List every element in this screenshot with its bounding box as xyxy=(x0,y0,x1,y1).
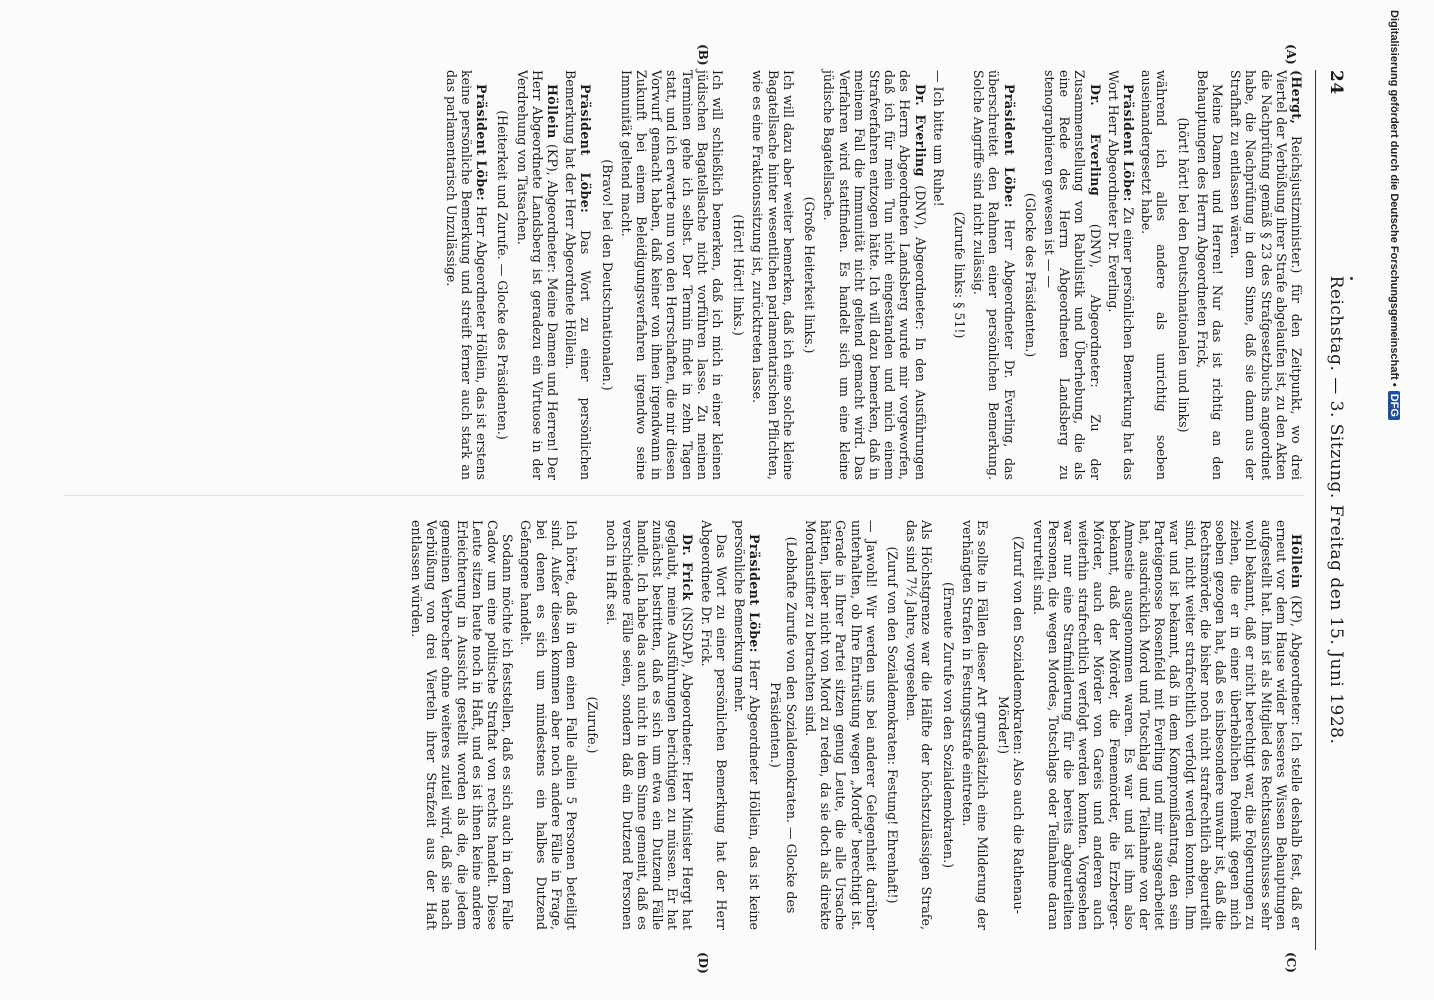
paragraph-text: (Heiterkeit und Zurufe. — Glocke des Präsidenten.) xyxy=(495,110,511,440)
paragraph-text: (Zuruf von den Sozialdemokraten: Also auch die Rathenau-Mörder!) xyxy=(996,536,1027,914)
left-column-paragraph xyxy=(514,70,560,480)
page-number: 24 xyxy=(1326,70,1346,95)
paragraph-text: Sodann möchte ich feststellen, daß es sich auch in dem Falle Cadow um eine politische Straftat von rechts handelt. Diese Leute sitzen heute noch in Haft, und es ist ihnen keine andere Erleichterung in Aussicht gestellt worden als die, die jedem gemeinen Verbrecher ohne weiteres zuteil wird, daß sie nach Verbüßung von drei Vierteln ihrer Strafzeit aus der Haft entlassen würden. xyxy=(409,520,516,930)
left-column-paragraph xyxy=(619,70,725,480)
left-column-paragraph xyxy=(931,70,946,480)
margin-marker-a: (A) xyxy=(1284,44,1298,65)
dfg-badge: DFG xyxy=(1388,391,1400,420)
left-column-paragraph xyxy=(1228,70,1304,480)
speaker-name: Präsident Löbe: xyxy=(578,84,594,231)
right-column-paragraph xyxy=(732,520,762,930)
left-column-paragraph xyxy=(731,70,746,480)
paragraph-text: — Ich bitte um Ruhe! xyxy=(930,70,946,207)
left-column-paragraph xyxy=(821,70,927,480)
left-column-paragraph xyxy=(1195,70,1225,480)
left-column-paragraph xyxy=(599,70,614,480)
header-rule xyxy=(1315,70,1316,950)
right-column-paragraph xyxy=(1030,520,1304,930)
paragraph-text: (KP), Abgeordneter: Meine Damen und Herren! Der Herr Abgeordnete Landsberg ist geradezu ein Virtuose in der Verdrehung von Tatsachen. xyxy=(514,70,561,481)
paragraph-text: (Glocke des Präsidenten.) xyxy=(1022,192,1038,358)
speaker-name: Dr. Everling xyxy=(912,84,928,186)
speaker-name: Präsident Löbe: xyxy=(1001,84,1017,220)
scan-speck xyxy=(1350,277,1353,280)
right-column-paragraph xyxy=(604,520,695,930)
left-column-paragraph xyxy=(1106,70,1136,480)
speaker-name: Höllein xyxy=(1289,534,1304,596)
left-column-paragraph xyxy=(802,70,817,480)
left-column-paragraph xyxy=(563,70,593,480)
paragraph-text: (DNV), Abgeordneter: In den Ausführungen des Herrn Abgeordneten Landsberg wurde mir vorgeworfen, daß ich für mein Tun nicht eingestanden und mich einem Strafverfahren entzogen hätte. Ich will dazu bemerken, daß in meinem Fall die Immunität nicht geltend gemacht wird. Das Verfahren wird stattfinden. Es handelt sich um eine kleine jüdische Bagatellsache. xyxy=(821,70,928,480)
paragraph-text: (Hört! Hört! links.) xyxy=(731,214,747,336)
right-column-paragraph xyxy=(698,520,728,930)
right-column-paragraph xyxy=(518,520,579,930)
paragraph-text: Zu einer persönlichen Bemerkung hat das Wort Herr Abgeordneter Dr. Everling. xyxy=(1105,70,1136,481)
left-column xyxy=(441,70,1304,480)
paragraph-text: Reichsjustizminister.) für den Zeitpunkt, wo drei Viertel der Verbüßung ihrer Strafe abgelaufen ist, zu den Akten die Nachprüfung gemäß § 23 des Strafgesetzbuchs angeordnet habe, die Nachprüfung in dem Sinne, daß sie dann aus der Strafhaft zu entlassen wären. xyxy=(1228,70,1304,480)
paragraph-text: Meine Damen und Herren! Nur das ist richtig an den Behauptungen des Herrn Abgeordneten Frick, xyxy=(1194,70,1225,480)
left-column-paragraph xyxy=(971,70,1017,480)
paragraph-text: (DNV), Abgeordneter: Zu der Zusammenstellung von Rabulistik und Überhebung, die als eine Rede des Herrn Abgeordneten Landsberg zu stenographieren gewesen ist — — xyxy=(1041,70,1103,480)
digitization-notice-text: Digitalisierung gefördert durch die Deutsche Forschungsgemeinschaft • xyxy=(1388,10,1400,387)
paragraph-text: (Erneute Zurufe von den Sozialdemokraten.) xyxy=(940,581,956,869)
left-column-paragraph xyxy=(952,70,967,480)
paragraph-text: (Große Heiterkeit links.) xyxy=(802,196,818,354)
paragraph-text: (NSDAP), Abgeordneter: Herr Minister Hergt hat geglaubt, meine Ausführungen berichtigen zu müssen. Er hat zunächst bestritten, daß es sich um etwa ein Dutzend Fälle handle. Ich habe das auch nicht in dem Sinne gemeint, daß es verschiedene Fälle seien, sondern daß ein Dutzend Personen noch in Haft sei. xyxy=(604,520,696,930)
paragraph-text: während ich alles andere als unrichtig soeben auseinandergesetzt habe. xyxy=(1139,70,1170,480)
rotated-page xyxy=(30,30,1350,990)
paragraph-text: (KP), Abgeordneter: Ich stelle deshalb fest, daß er erneut vor dem Hause wider besseres Wissen Behauptungen aufgestellt hat. Ihm ist als Mitglied des Rechtsausschusses sehr wohl bekannt, daß er nicht berechtigt war, die Folgerungen zu ziehen, die er in einer überheblichen Polemik gegen mich soeben gezogen hat, daß es insbesondere unwahr ist, daß die Rechtsmörder, die bisher noch nicht strafrechtlich abgeurteilt sind, nicht weiter strafrechtlich verfolgt werden konnten. Ihm war und ist bekannt, daß in dem Kompromißantrag, den sein Parteigenosse Rosenfeld mit Everling und mir ausgearbeitet hat, ausdrücklich Mord und Totschlag und Teilnahme von der Amnestie ausgenommen waren. Es war und ist ihm also bekannt, daß der Mörder, die Fememörder, die Erzberger-Mörder, auch der Mörder von Gareis und anderen auch weiterhin strafrechtlich verfolgt werden konnten. Vorgesehen war nur eine Strafmilderung für die bereits abgeurteilten Personen, die wegen Mordes, Totschlags oder Teilnahme daran verurteilt sind. xyxy=(1030,520,1304,931)
paragraph-text: (Zuruf von den Sozialdemokraten: Festung! Ehrenhaft!) xyxy=(884,546,900,904)
paragraph-text: Ich will dazu aber weiter bemerken, daß ich eine solche kleine Bagatellsache hinter wesentlichen parlamentarischen Pflichten, wie es eine Fraktionssitzung ist, zurücktreten lasse. xyxy=(750,70,796,480)
speaker-name: Dr. Everling xyxy=(1087,84,1103,224)
paragraph-text: Es sollte in Fällen dieser Art grundsätzlich eine Milderung der verhängten Strafen in Festungsstrafe eintreten. xyxy=(959,520,990,930)
paragraph-text: (Lebhafte Zurufe von den Sozialdemokraten. — Glocke des Präsidenten.) xyxy=(768,536,799,914)
paragraph-text: Ich hörte, daß in dem einen Falle allein 5 Personen beteiligt sind. Außer diesen kommen aber noch andere Fälle in Frage, bei denen es sich um mindestens ein halbes Dutzend Gefangene handelt. xyxy=(518,520,580,930)
paragraph-text: Herr Abgeordneter Dr. Everling, das überschreitet den Rahmen einer persönlichen Bemerkung. Solche Angriffe sind nicht zulässig. xyxy=(971,70,1017,480)
paragraph-text: (Zurufe links: § 51!) xyxy=(951,211,967,339)
paragraph-text: Herr Abgeordneter Höllein, das ist erstens keine persönliche Bemerkung und streift ferner auch stark an das parlamentarisch Unzulässige. xyxy=(443,70,490,481)
paragraph-text: Ich will schließlich bemerken, daß ich mich in einer kleinen jüdischen Bagatellsache nicht vorführen lasse. Zu meinen Terminen gehe ich selbst. Der Termin findet in zehn Tagen statt, und ich erwarte nun von den Herrschaften, die mir diesen Vorwurf gemacht haben, daß keiner von ihnen irgendwann in Zukunft bei einem Beleidigungsverfahren irgendwo seine Immunität geltend macht. xyxy=(618,70,726,480)
page-running-title: Reichstag. — 3. Sitzung. Freitag den 15. Juni 1928. xyxy=(1326,275,1346,745)
margin-marker-d: (D) xyxy=(696,952,710,974)
left-column-paragraph xyxy=(495,70,510,480)
speaker-name: Höllein xyxy=(545,84,561,145)
right-column-paragraph xyxy=(904,520,934,930)
digitization-notice xyxy=(1378,10,1400,990)
right-column-paragraph xyxy=(960,520,990,930)
right-column xyxy=(406,520,1304,930)
paragraph-text: Das Wort zu einer persönlichen Bemerkung hat der Herr Abgeordnete Höllein. xyxy=(563,70,594,480)
speaker-name: (Hergt, xyxy=(1289,70,1304,136)
paragraph-text: (hört! hört! bei den Deutschnationalen und links) xyxy=(1175,117,1191,433)
left-column-paragraph xyxy=(444,70,490,480)
right-column-paragraph xyxy=(409,520,515,930)
right-column-paragraph xyxy=(940,520,955,930)
right-column-paragraph xyxy=(885,520,900,930)
paragraph-text: Das Wort zu einer persönlichen Bemerkung hat der Herr Abgeordnete Dr. Frick. xyxy=(698,520,729,930)
page-header xyxy=(1316,70,1350,950)
margin-marker-b: (B) xyxy=(696,44,710,66)
right-column-paragraph xyxy=(768,520,798,930)
speaker-name: Dr. Frick xyxy=(680,534,696,607)
left-column-paragraph xyxy=(1175,70,1190,480)
paragraph-text: Als Höchstgrenze war die Hälfte der höchstzulässigen Strafe, das sind 7½ Jahre, vorgesehen. xyxy=(904,520,935,930)
paragraph-text: (Zurufe.) xyxy=(585,696,601,754)
left-column-paragraph xyxy=(1042,70,1103,480)
right-column-paragraph xyxy=(803,520,879,930)
paragraph-text: — Jawohl! Wir werden uns bei anderer Gelegenheit darüber unterhalten, ob Ihre Entrüstung wegen „Morde“ berechtigt ist. Gerade in Ihrer Partei sitzen genug Leute, die alle Ursache hätten, lieber nicht von Mord zu reden, da sie doch als direkte Mordanstifter zu betrachten sind. xyxy=(802,520,879,930)
paragraph-text: Herr Abgeordneter Höllein, das ist keine persönliche Bemerkung mehr. xyxy=(732,520,763,931)
speaker-name: Präsident Löbe: xyxy=(474,84,490,206)
right-column-paragraph xyxy=(996,520,1026,930)
paragraph-text: (Bravo! bei den Deutschnationalen.) xyxy=(599,159,615,391)
right-column-paragraph xyxy=(585,520,600,930)
margin-marker-c: (C) xyxy=(1284,952,1298,973)
speaker-name: Präsident Löbe: xyxy=(747,534,763,660)
left-column-paragraph xyxy=(750,70,796,480)
left-column-paragraph xyxy=(1139,70,1169,480)
left-column-paragraph xyxy=(1023,70,1038,480)
column-divider xyxy=(64,495,1304,496)
speaker-name: Präsident Löbe: xyxy=(1120,84,1136,208)
